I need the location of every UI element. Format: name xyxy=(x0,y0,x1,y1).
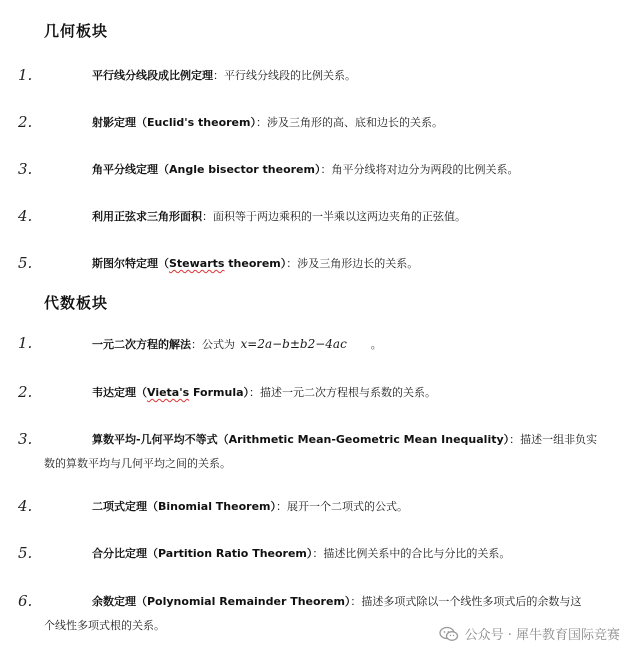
separator: ： xyxy=(202,210,213,223)
theorem-description: 平行线分线段的比例关系。 xyxy=(224,69,356,82)
spellcheck-word: Vieta's xyxy=(147,386,190,399)
theorem-name: 二项式定理 xyxy=(92,500,147,513)
description-prefix: 公式为 xyxy=(202,338,235,351)
theorem-description: 描述一组非负实 xyxy=(520,433,598,446)
theorem-description: 描述一元二次方程根与系数的关系。 xyxy=(260,386,437,399)
theorem-english-name: （Binomial Theorem） xyxy=(147,500,276,513)
theorem-name: 合分比定理 xyxy=(92,547,147,560)
theorem-description: 涉及三角形边长的关系。 xyxy=(297,257,419,270)
theorem-english-name: theorem） xyxy=(224,257,287,270)
description-suffix: 。 xyxy=(370,338,382,351)
theorem-name: 利用正弦求三角形面积 xyxy=(92,210,202,223)
separator: ： xyxy=(320,163,332,176)
item-number: 2. xyxy=(18,383,33,401)
theorem-name: 算数平均-几何平均不等式 xyxy=(92,433,218,446)
theorem-description-continued: 数的算数平均与几何平均之间的关系。 xyxy=(44,457,231,470)
item-number: 4. xyxy=(18,207,33,225)
separator: ： xyxy=(213,69,224,82)
item-number: 5. xyxy=(18,254,33,272)
theorem-name: 余数定理 xyxy=(92,595,136,608)
theorem-english-name: （Euclid's theorem） xyxy=(136,116,256,129)
theorem-name: 平行线分线段成比例定理 xyxy=(92,69,213,82)
watermark-text: 公众号 · 犀牛教育国际竞赛 xyxy=(464,628,620,643)
separator: ： xyxy=(255,116,267,129)
theorem-description: 涉及三角形的高、底和边长的关系。 xyxy=(266,116,443,129)
quadratic-formula: x=2a−b±b2−4ac xyxy=(240,337,347,351)
separator: ： xyxy=(276,500,287,513)
algebra-section-title: 代数板块 xyxy=(44,294,109,312)
separator: ： xyxy=(312,547,324,560)
theorem-description: 角平分线将对边分为两段的比例关系。 xyxy=(331,163,519,176)
wechat-watermark xyxy=(439,624,620,643)
theorem-english-name: （Polynomial Remainder Theorem） xyxy=(136,595,351,608)
paren-open: （ xyxy=(158,257,169,270)
wechat-icon xyxy=(439,626,459,642)
theorem-name: 斯图尔特定理 xyxy=(92,257,158,270)
item-number: 1. xyxy=(18,334,33,352)
theorem-description-continued: 个线性多项式根的关系。 xyxy=(44,619,165,632)
separator: ： xyxy=(350,595,362,608)
geometry-section-title: 几何板块 xyxy=(44,22,109,40)
separator: ： xyxy=(286,257,298,270)
theorem-description: 面积等于两边乘积的一半乘以这两边夹角的正弦值。 xyxy=(213,210,466,223)
theorem-english-name: Formula） xyxy=(189,386,250,399)
item-number: 2. xyxy=(18,113,33,131)
item-number: 1. xyxy=(18,66,33,84)
paren-open: （ xyxy=(136,386,147,399)
item-number: 3. xyxy=(18,430,33,448)
separator: ： xyxy=(249,386,261,399)
theorem-name: 角平分线定理 xyxy=(92,163,158,176)
item-number: 5. xyxy=(18,544,33,562)
separator: ： xyxy=(191,338,202,351)
theorem-english-name: （Angle bisector theorem） xyxy=(158,163,321,176)
separator: ： xyxy=(509,433,521,446)
item-number: 6. xyxy=(18,592,33,610)
spellcheck-word: Stewarts xyxy=(169,257,225,270)
theorem-description: 描述比例关系中的合比与分比的关系。 xyxy=(323,547,511,560)
item-number: 3. xyxy=(18,160,33,178)
item-number: 4. xyxy=(18,497,33,515)
theorem-name: 射影定理 xyxy=(92,116,136,129)
theorem-name: 韦达定理 xyxy=(92,386,136,399)
theorem-english-name: （Partition Ratio Theorem） xyxy=(147,547,313,560)
theorem-description: 展开一个二项式的公式。 xyxy=(287,500,408,513)
theorem-english-name: （Arithmetic Mean-Geometric Mean Inequality） xyxy=(217,433,510,446)
theorem-description: 描述多项式除以一个线性多项式后的余数与这 xyxy=(361,595,582,608)
theorem-name: 一元二次方程的解法 xyxy=(92,338,191,351)
